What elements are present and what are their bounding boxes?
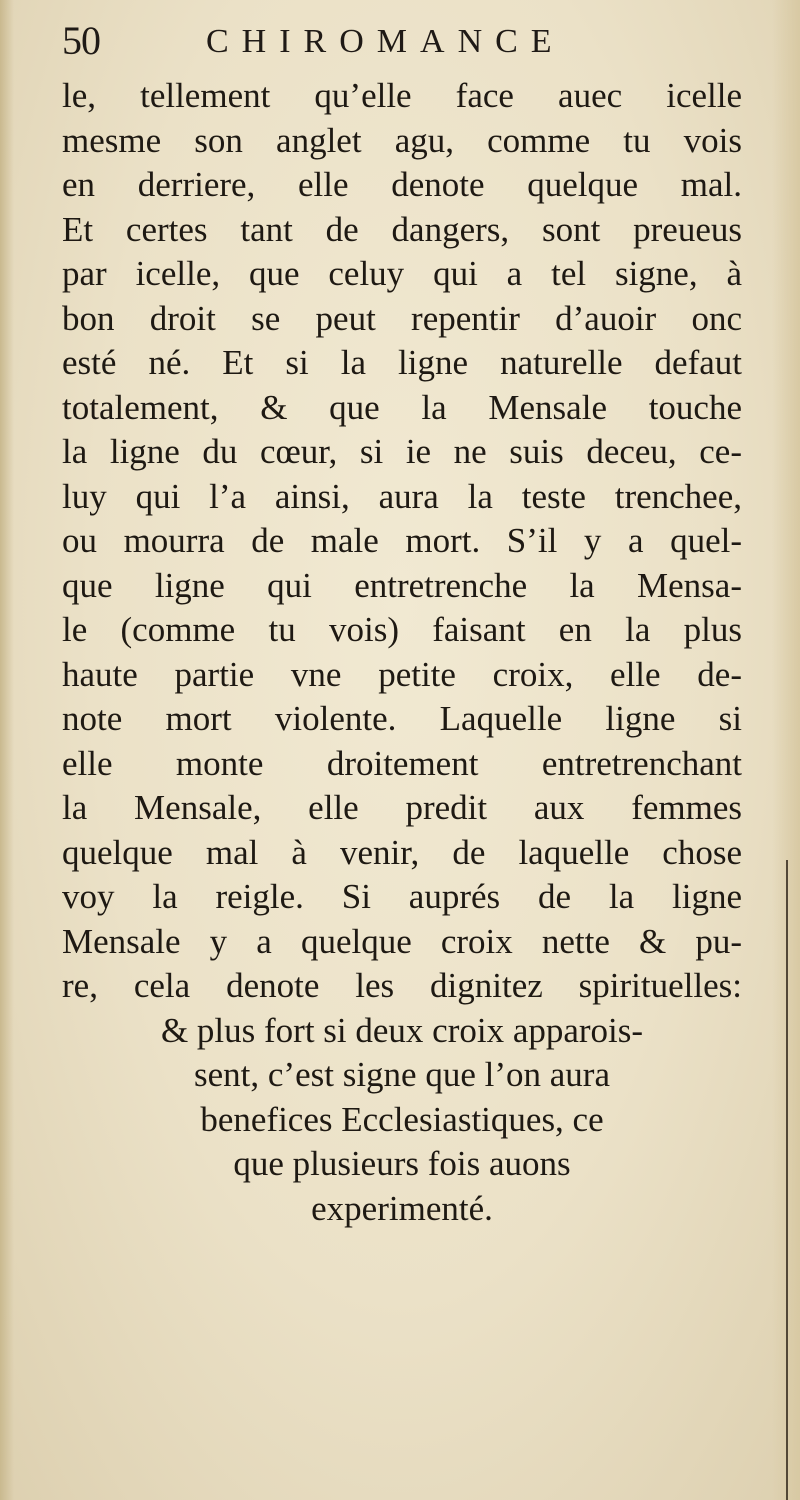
text-line: Et certes tant de dangers, sont preueus xyxy=(62,209,742,249)
text-line: elle monte droitement entretrenchant xyxy=(62,743,742,783)
page-number: 50 xyxy=(62,18,100,63)
text-line: esté né. Et si la ligne naturelle defaut xyxy=(62,343,742,382)
page-fold-line xyxy=(786,860,788,1500)
text-line: voy la reigle. Si auprés de la ligne xyxy=(62,877,742,916)
text-line: le (comme tu vois) faisant en la plus xyxy=(62,610,742,649)
text-line: que ligne qui entretrenche la Mensa- xyxy=(62,565,742,605)
text-line: experimenté. xyxy=(311,1188,493,1228)
text-line: par icelle, que celuy qui a tel signe, à xyxy=(62,254,742,293)
text-line: re, cela denote les dignitez spirituelles: xyxy=(62,966,742,1005)
running-title: CHIROMANCE xyxy=(206,23,565,60)
text-line: totalement, & que la Mensale touche xyxy=(62,387,742,427)
text-line: ou mourra de male mort. S’il y a quel- xyxy=(62,521,742,560)
text-line: le, tellement qu’elle face auec icelle xyxy=(62,76,742,115)
body-text xyxy=(62,74,742,1231)
text-line: la Mensale, elle predit aux femmes xyxy=(62,788,742,827)
text-line: en derriere, elle denote quelque mal. xyxy=(62,165,742,204)
page-edge-shadow-left xyxy=(0,0,14,1500)
text-line: sent, c’est signe que l’on aura xyxy=(194,1055,610,1094)
text-line: haute partie vne petite croix, elle de- xyxy=(62,654,742,694)
text-line: quelque mal à venir, de laquelle chose xyxy=(62,832,742,872)
text-line: note mort violente. Laquelle ligne si xyxy=(62,699,742,738)
text-line: mesme son anglet agu, comme tu vois xyxy=(62,120,742,160)
text-line: la ligne du cœur, si ie ne suis deceu, ce- xyxy=(62,432,742,471)
text-line: luy qui l’a ainsi, aura la teste trenchee, xyxy=(62,476,742,516)
text-line: Mensale y a quelque croix nette & pu- xyxy=(62,921,742,961)
text-line: que plusieurs fois auons xyxy=(233,1144,571,1183)
text-line: bon droit se peut repentir d’auoir onc xyxy=(62,298,742,338)
text-line: & plus fort si deux croix apparois- xyxy=(160,1010,644,1050)
text-line: benefices Ecclesiastiques, ce xyxy=(200,1099,604,1139)
page-header xyxy=(62,12,762,70)
